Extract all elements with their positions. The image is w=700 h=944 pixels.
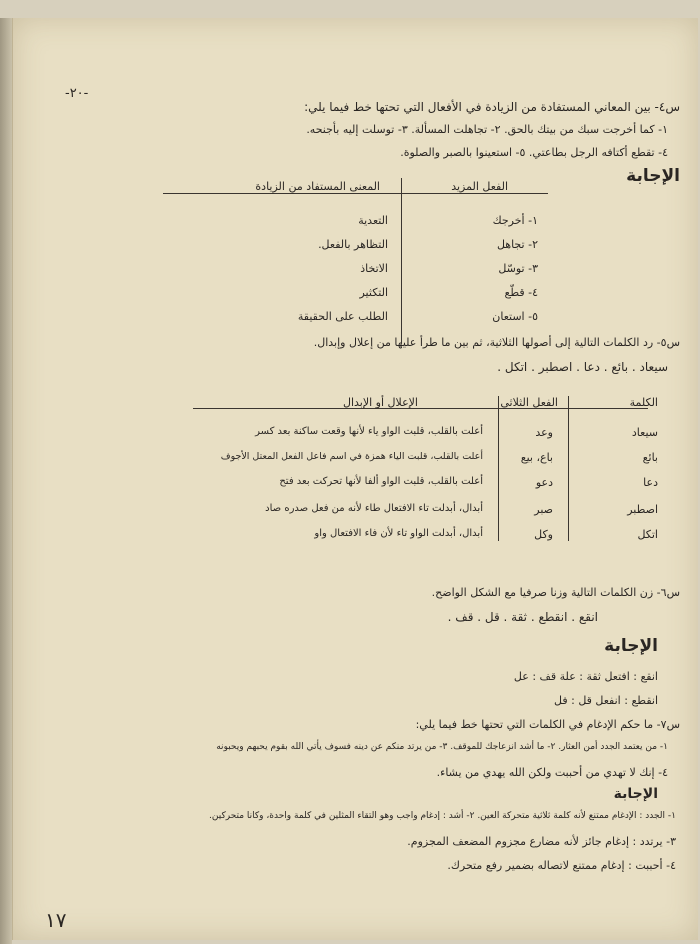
q4-answer-2: ٣- يرتدد : إدغام جائز لأنه مضارع مجزوم المضعف المجزوم. — [407, 835, 676, 848]
q1-row-verb: ٥- استعان — [492, 310, 538, 323]
page-number: -٢٠- — [65, 86, 89, 101]
q2-row-word: سيعاد — [631, 426, 658, 439]
q3-answer-line2: انقطع : انفعل قل : فل — [554, 694, 658, 707]
q1-row-meaning: التكثير — [359, 286, 388, 299]
q1-line2: ٤- تقطع أكتافه الرجل بطاعتي. ٥- استعينوا بالصبر والصلوة. — [400, 146, 668, 159]
q1-header-verb: الفعل المزيد — [451, 180, 508, 193]
q2-header-root: الفعل الثلاثي — [500, 396, 558, 409]
q3-answer-heading: الإجابة — [604, 636, 658, 656]
q2-row-word: اتكل — [637, 528, 658, 541]
q3-answer-line1: انقع : افتعل ثقة : علة قف : عل — [513, 670, 658, 683]
footer-mark: ١٧ — [45, 908, 67, 932]
q4-prompt: س٧- ما حكم الإدغام في الكلمات التي تحتها خط فيما يلي: — [415, 718, 680, 731]
q2-prompt: س٥- رد الكلمات التالية إلى أصولها الثلاثية، ثم بين ما طرأ عليها من إعلال وإبدال. — [313, 336, 680, 349]
document-page — [12, 18, 698, 940]
q2-row-change: أعلت بالقلب، قلبت الواو ياء لأنها وقعت ساكنة بعد كسر — [255, 426, 483, 437]
q1-header-meaning: المعنى المستفاد من الزيادة — [255, 180, 380, 193]
q1-row-meaning: التظاهر بالفعل. — [318, 238, 388, 251]
q1-row-verb: ٤- قطّع — [504, 286, 538, 299]
q1-line1: ١- كما أخرجت سبك من بيتك بالحق. ٢- تجاهلت المسألة. ٣- توسلت إليه بأجنحه. — [306, 123, 668, 136]
q2-row-root: وكل — [534, 528, 553, 541]
q3-words: انقع . انقطع . ثقة . قل . قف . — [447, 610, 598, 624]
q4-answer-1: ١- الجدد : الإدغام ممتنع لأنه كلمة ثلاثية متحركة العين. ٢- أشد : إدغام واجب وهو التقاء المثلين في كلمة واحدة، وكانا متحركين. — [209, 811, 676, 821]
q2-table-divider-1 — [498, 396, 499, 541]
q1-row-meaning: الطلب على الحقيقة — [297, 310, 388, 323]
q4-answer-heading: الإجابة — [613, 786, 658, 802]
q2-row-root: دعو — [535, 476, 553, 489]
q2-row-word: بائع — [642, 451, 658, 464]
q1-row-verb: ٣- توسّل — [498, 262, 538, 275]
q2-table-divider-2 — [568, 396, 569, 541]
q2-row-root: باع، بيع — [520, 451, 553, 464]
q1-prompt: س٤- بين المعاني المستفادة من الزيادة في الأفعال التي تحتها خط فيما يلي: — [304, 100, 680, 114]
q2-words: سيعاد . بائع . دعا . اصطبر . اتكل . — [497, 360, 668, 374]
q1-row-meaning: الاتخاذ — [360, 262, 388, 275]
q1-table-top-rule — [163, 193, 548, 194]
q2-row-root: صبر — [534, 503, 553, 516]
page-edge-shadow — [0, 18, 12, 944]
q4-line1: ١- من يعتمد الجدد أمن العثار. ٢- ما أشد انزعاجك للموقف. ٣- من يرتد منكم عن دينه فسوف يأتي الله بقوم يحبهم ويحبونه — [216, 742, 668, 752]
q1-table-divider — [401, 178, 402, 343]
q2-header-change: الإعلال أو الإبدال — [342, 396, 418, 409]
q2-table-top-rule — [193, 408, 648, 409]
q2-row-change: أبدال، أبدلت تاء الافتعال طاء لأنه من فعل صدره صاد — [265, 503, 483, 514]
q2-row-word: دعا — [643, 476, 658, 489]
q3-prompt: س٦- زن الكلمات التالية وزنا صرفيا مع الشكل الواضح. — [431, 586, 680, 599]
q4-line2: ٤- إنك لا تهدي من أحببت ولكن الله يهدي من يشاء. — [436, 766, 668, 779]
q2-header-word: الكلمة — [629, 396, 658, 409]
q2-row-root: وعد — [535, 426, 553, 439]
q4-answer-3: ٤- أحببت : إدغام ممتنع لاتصاله بضمير رفع متحرك. — [447, 859, 676, 872]
q2-row-change: أبدال، أبدلت الواو تاء لأن فاء الافتعال واو — [314, 528, 483, 539]
q2-row-change: أعلت بالقلب، قلبت الواو ألفا لأنها تحركت بعد فتح — [279, 476, 483, 487]
q1-row-meaning: التعدية — [358, 214, 388, 227]
q1-row-verb: ١- أخرجك — [492, 214, 538, 227]
q2-row-word: اصطبر — [627, 503, 658, 516]
q2-row-change: أعلت بالقلب، قلبت الياء همزة في اسم فاعل الفعل المعتل الأجوف — [220, 451, 483, 462]
q1-row-verb: ٢- تجاهل — [496, 238, 538, 251]
q1-answer-heading: الإجابة — [626, 166, 680, 186]
